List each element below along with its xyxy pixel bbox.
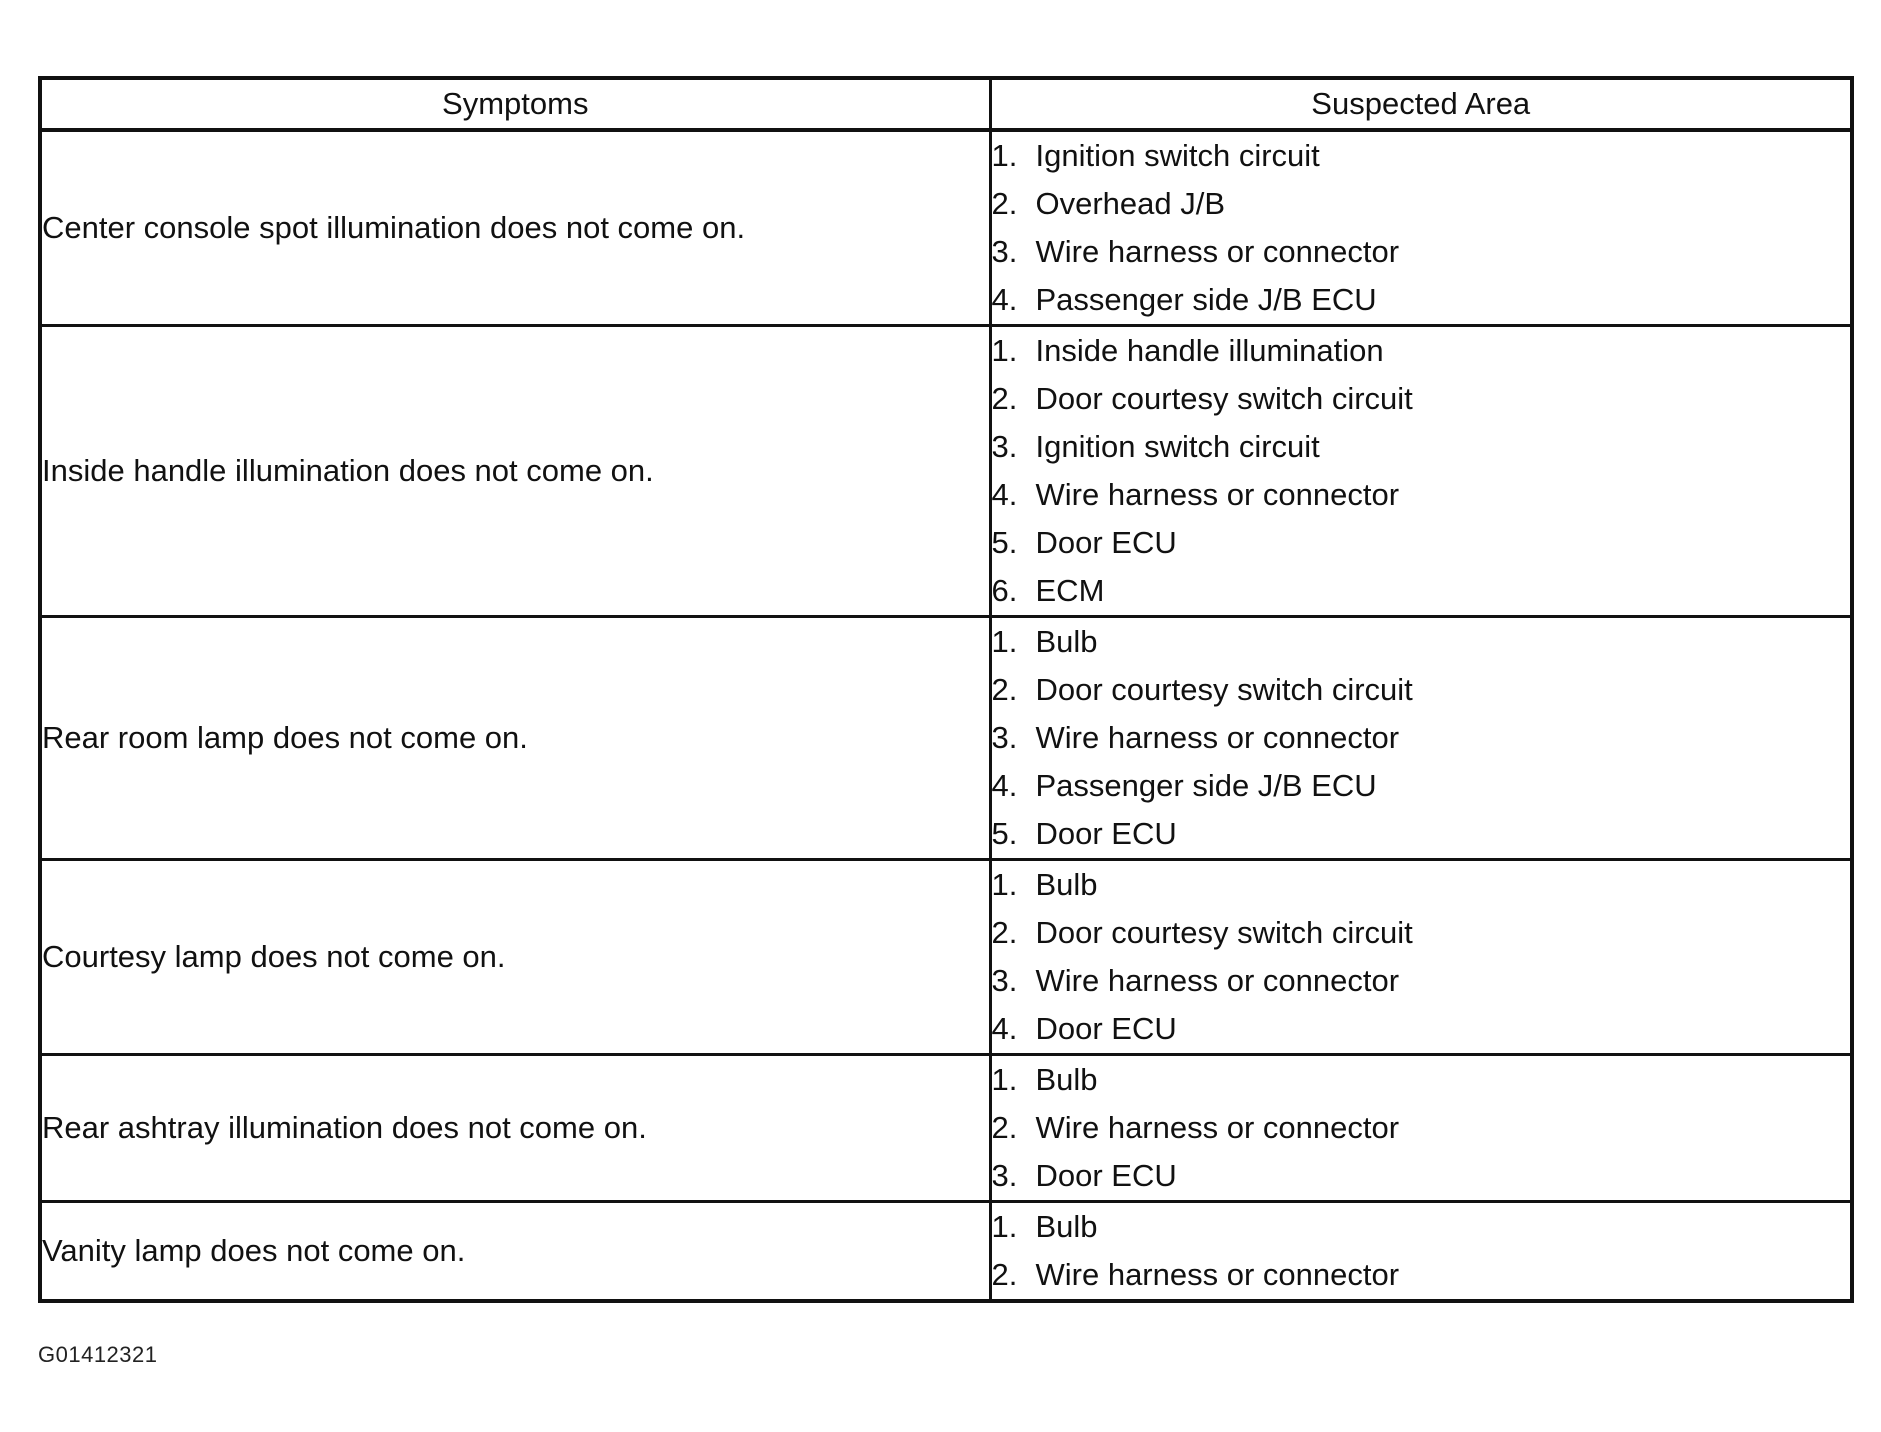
item-number: 1. bbox=[991, 867, 1018, 902]
item-number: 2. bbox=[991, 186, 1018, 221]
suspected-area-cell bbox=[990, 860, 1852, 1055]
suspected-area-cell bbox=[990, 326, 1852, 617]
table-row bbox=[40, 326, 1852, 617]
symptom-cell: Vanity lamp does not come on. bbox=[40, 1202, 990, 1302]
figure-id: G01412321 bbox=[38, 1342, 158, 1367]
list-item bbox=[992, 618, 1851, 666]
list-item bbox=[992, 666, 1851, 714]
list-item bbox=[992, 1152, 1851, 1200]
list-item bbox=[992, 1251, 1851, 1299]
suspected-area-list bbox=[992, 618, 1851, 858]
table-row bbox=[40, 1055, 1852, 1202]
item-text: Passenger side J/B ECU bbox=[1035, 768, 1377, 803]
item-number: 4. bbox=[991, 477, 1018, 512]
table-header-row bbox=[40, 78, 1852, 130]
list-item bbox=[992, 327, 1851, 375]
list-item bbox=[992, 1056, 1851, 1104]
suspected-area-list bbox=[992, 861, 1851, 1053]
list-item bbox=[992, 1104, 1851, 1152]
list-item bbox=[992, 567, 1851, 615]
list-item bbox=[992, 1203, 1851, 1251]
list-item bbox=[992, 714, 1851, 762]
suspected-area-cell bbox=[990, 617, 1852, 860]
table-row bbox=[40, 130, 1852, 326]
suspected-area-list bbox=[992, 1056, 1851, 1200]
item-text: Wire harness or connector bbox=[1035, 1110, 1400, 1145]
item-text: Wire harness or connector bbox=[1035, 477, 1400, 512]
item-text: Wire harness or connector bbox=[1035, 234, 1400, 269]
item-text: ECM bbox=[1035, 573, 1105, 608]
item-number: 3. bbox=[991, 429, 1018, 464]
item-number: 1. bbox=[991, 138, 1018, 173]
item-text: Door courtesy switch circuit bbox=[1035, 915, 1413, 950]
item-text: Bulb bbox=[1035, 1209, 1098, 1244]
symptom-cell: Rear ashtray illumination does not come on. bbox=[40, 1055, 990, 1202]
table-body bbox=[40, 130, 1852, 1301]
item-number: 5. bbox=[991, 525, 1018, 560]
table-row bbox=[40, 860, 1852, 1055]
item-number: 4. bbox=[991, 768, 1018, 803]
list-item bbox=[992, 1005, 1851, 1053]
item-number: 2. bbox=[991, 915, 1018, 950]
list-item bbox=[992, 519, 1851, 567]
item-number: 1. bbox=[991, 333, 1018, 368]
symptom-cell: Inside handle illumination does not come on. bbox=[40, 326, 990, 617]
item-text: Ignition switch circuit bbox=[1035, 138, 1320, 173]
symptom-cell: Rear room lamp does not come on. bbox=[40, 617, 990, 860]
problem-symptoms-table bbox=[38, 76, 1854, 1303]
item-number: 2. bbox=[991, 1110, 1018, 1145]
item-number: 3. bbox=[991, 963, 1018, 998]
table-row bbox=[40, 617, 1852, 860]
item-text: Door courtesy switch circuit bbox=[1035, 672, 1413, 707]
item-number: 3. bbox=[991, 234, 1018, 269]
symptom-cell: Center console spot illumination does not come on. bbox=[40, 130, 990, 326]
symptom-cell: Courtesy lamp does not come on. bbox=[40, 860, 990, 1055]
item-text: Wire harness or connector bbox=[1035, 1257, 1400, 1292]
header-suspected-area: Suspected Area bbox=[990, 78, 1852, 130]
document-sheet bbox=[38, 76, 1850, 1303]
list-item bbox=[992, 180, 1851, 228]
suspected-area-cell bbox=[990, 130, 1852, 326]
item-text: Bulb bbox=[1035, 624, 1098, 659]
list-item bbox=[992, 762, 1851, 810]
item-number: 2. bbox=[991, 381, 1018, 416]
item-number: 1. bbox=[991, 1062, 1018, 1097]
suspected-area-cell bbox=[990, 1055, 1852, 1202]
list-item bbox=[992, 228, 1851, 276]
item-text: Door ECU bbox=[1035, 816, 1177, 851]
item-text: Door courtesy switch circuit bbox=[1035, 381, 1413, 416]
suspected-area-list bbox=[992, 132, 1851, 324]
item-number: 2. bbox=[991, 672, 1018, 707]
item-text: Passenger side J/B ECU bbox=[1035, 282, 1377, 317]
item-text: Door ECU bbox=[1035, 525, 1177, 560]
list-item bbox=[992, 471, 1851, 519]
list-item bbox=[992, 375, 1851, 423]
list-item bbox=[992, 957, 1851, 1005]
list-item bbox=[992, 909, 1851, 957]
item-number: 3. bbox=[991, 720, 1018, 755]
item-number: 5. bbox=[991, 816, 1018, 851]
list-item bbox=[992, 276, 1851, 324]
list-item bbox=[992, 861, 1851, 909]
list-item bbox=[992, 423, 1851, 471]
item-number: 1. bbox=[991, 624, 1018, 659]
item-text: Wire harness or connector bbox=[1035, 963, 1400, 998]
item-number: 1. bbox=[991, 1209, 1018, 1244]
item-text: Door ECU bbox=[1035, 1158, 1177, 1193]
item-text: Ignition switch circuit bbox=[1035, 429, 1320, 464]
item-number: 3. bbox=[991, 1158, 1018, 1193]
suspected-area-list bbox=[992, 327, 1851, 615]
item-text: Overhead J/B bbox=[1035, 186, 1226, 221]
list-item bbox=[992, 810, 1851, 858]
item-number: 4. bbox=[991, 282, 1018, 317]
item-number: 4. bbox=[991, 1011, 1018, 1046]
item-text: Inside handle illumination bbox=[1035, 333, 1384, 368]
list-item bbox=[992, 132, 1851, 180]
suspected-area-cell bbox=[990, 1202, 1852, 1302]
item-text: Bulb bbox=[1035, 1062, 1098, 1097]
header-symptoms: Symptoms bbox=[40, 78, 990, 130]
suspected-area-list bbox=[992, 1203, 1851, 1299]
item-text: Wire harness or connector bbox=[1035, 720, 1400, 755]
item-text: Bulb bbox=[1035, 867, 1098, 902]
item-number: 6. bbox=[991, 573, 1018, 608]
item-number: 2. bbox=[991, 1257, 1018, 1292]
table-row bbox=[40, 1202, 1852, 1302]
item-text: Door ECU bbox=[1035, 1011, 1177, 1046]
